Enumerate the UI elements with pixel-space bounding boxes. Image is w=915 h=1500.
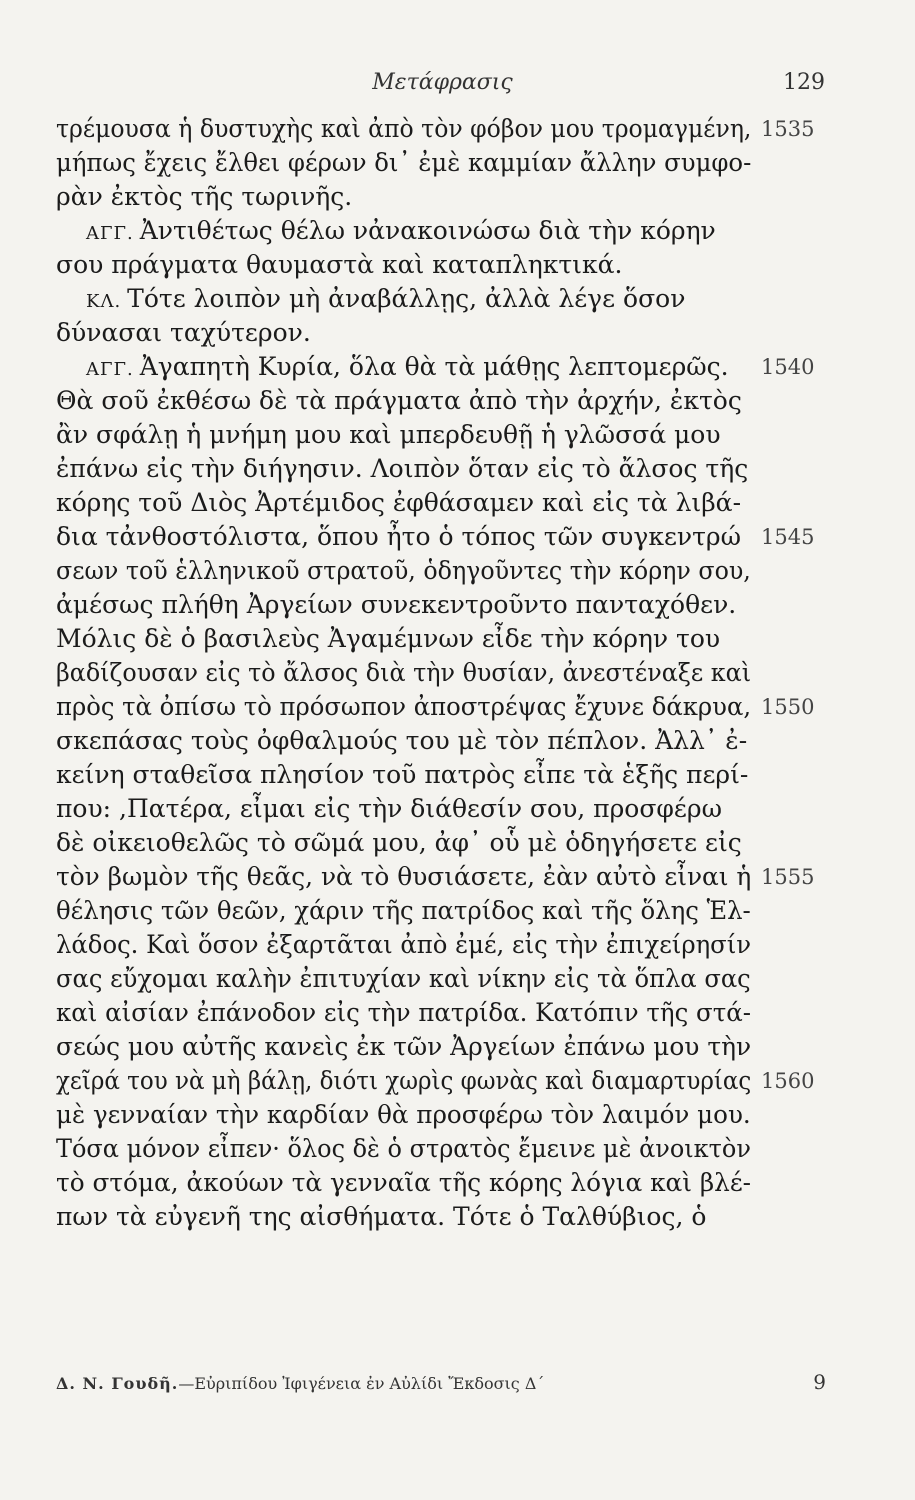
line-text: τρέμουσα ἡ δυστυχὴς καὶ ἀπὸ τὸν φόβον μου τρομαγμένη,	[56, 114, 752, 143]
speaker-label: ΑΓΓ.	[86, 359, 134, 380]
line-text: μήπως ἔχεις ἔλθει φέρων δι᾽ ἐμὲ καμμίαν ἄλλην συμφο-	[56, 148, 752, 177]
line-text: ἐπάνω εἰς τὴν διήγησιν. Λοιπὸν ὅταν εἰς τὸ ἄλσος τῆς	[56, 454, 749, 483]
line-text: δια τἀνθοστόλιστα, ὅπου ἦτο ὁ τόπος τῶν συγκεντρώ	[56, 522, 742, 551]
text-line	[56, 894, 756, 928]
text-line	[56, 724, 756, 758]
line-text: σας εὔχομαι καλὴν ἐπιτυχίαν καὶ νίκην εἰς τὰ ὅπλα σας	[56, 964, 751, 993]
text-line	[56, 1064, 815, 1098]
text-line	[56, 554, 756, 588]
verse-line-number: 1535	[761, 117, 815, 141]
line-text: Θὰ σοῦ ἐκθέσω δὲ τὰ πράγματα ἀπὸ τὴν ἀρχήν, ἐκτὸς	[56, 386, 742, 415]
text-line	[56, 1200, 756, 1234]
text-line	[56, 418, 756, 452]
text-line	[56, 146, 756, 180]
line-text: Τότε λοιπὸν μὴ ἀναβάλλῃς, ἀλλὰ λέγε ὅσον	[127, 284, 686, 313]
text-line	[56, 860, 815, 894]
verse-line-number: 1540	[761, 355, 815, 379]
text-line	[56, 1030, 756, 1064]
line-text: σεων τοῦ ἑλληνικοῦ στρατοῦ, ὁδηγοῦντες τὴν κόρην σου,	[56, 556, 751, 585]
text-line	[56, 282, 756, 316]
footer-author: Δ. Ν. Γουδῆ.	[56, 1374, 179, 1393]
body-text	[56, 112, 815, 1234]
line-text: τὸ στόμα, ἀκούων τὰ γενναῖα τῆς κόρης λόγια καὶ βλέ-	[56, 1168, 752, 1197]
text-line	[56, 316, 756, 350]
line-text: τὸν βωμὸν τῆς θεᾶς, νὰ τὸ θυσιάσετε, ἐὰν αὐτὸ εἶναι ἡ	[56, 862, 752, 891]
signature-number: 9	[813, 1370, 826, 1394]
page-footer	[56, 1370, 826, 1404]
text-line	[56, 1166, 756, 1200]
text-line	[56, 452, 756, 486]
running-title: Μετάφρασις	[372, 70, 513, 95]
footer-imprint: —Εὐριπίδου Ἰφιγένεια ἐν Αὐλίδι Ἔκδοσις Δ´	[178, 1374, 545, 1393]
text-line	[56, 486, 756, 520]
speaker-label: ΑΓΓ.	[86, 223, 134, 244]
text-line	[56, 214, 756, 248]
text-line	[56, 350, 815, 384]
verse-line-number: 1560	[761, 1069, 815, 1093]
line-text: μὲ γενναίαν τὴν καρδίαν θὰ προσφέρω τὸν λαιμόν μου.	[56, 1100, 751, 1129]
text-line	[56, 758, 756, 792]
text-line	[56, 996, 756, 1030]
line-text: πων τὰ εὐγενῆ της αἰσθήματα. Τότε ὁ Ταλθύβιος, ὁ	[56, 1202, 707, 1231]
line-text: Μόλις δὲ ὁ βασιλεὺς Ἀγαμέμνων εἶδε τὴν κόρην του	[56, 624, 721, 653]
line-text: κείνη σταθεῖσα πλησίον τοῦ πατρὸς εἶπε τὰ ἑξῆς περί-	[56, 760, 749, 789]
line-text: Ἀγαπητὴ Κυρία, ὅλα θὰ τὰ μάθῃς λεπτομερῶς.	[139, 352, 729, 381]
line-text: που: ,Πατέρα, εἶμαι εἰς τὴν διάθεσίν σου, προσφέρω	[56, 794, 722, 823]
text-line	[56, 180, 756, 214]
verse-line-number: 1555	[761, 865, 815, 889]
text-line	[56, 588, 756, 622]
text-line	[56, 384, 756, 418]
line-text: σου πράγματα θαυμαστὰ καὶ καταπληκτικά.	[56, 250, 623, 279]
speaker-label: ΚΛ.	[86, 291, 122, 312]
line-text: πρὸς τὰ ὀπίσω τὸ πρόσωπον ἀποστρέψας ἔχυνε δάκρυα,	[56, 692, 752, 721]
text-line	[56, 792, 756, 826]
text-line	[56, 622, 756, 656]
line-text: Τόσα μόνον εἶπεν· ὅλος δὲ ὁ στρατὸς ἔμεινε μὲ ἀνοικτὸν	[56, 1134, 751, 1163]
text-line	[56, 962, 756, 996]
text-line	[56, 928, 756, 962]
verse-line-number: 1545	[761, 525, 815, 549]
text-line	[56, 826, 756, 860]
text-line	[56, 1132, 756, 1166]
text-line	[56, 690, 815, 724]
line-text: βαδίζουσαν εἰς τὸ ἄλσος διὰ τὴν θυσίαν, ἀνεστέναξε καὶ	[56, 658, 752, 687]
line-text: χεῖρά του νὰ μὴ βάλῃ, διότι χωρὶς φωνὰς καὶ διαμαρτυρίας	[56, 1066, 752, 1095]
text-line	[56, 248, 756, 282]
line-text: σκεπάσας τοὺς ὀφθαλμούς του μὲ τὸν πέπλον. Ἀλλ᾽ ἐ-	[56, 726, 748, 755]
line-text: κόρης τοῦ Διὸς Ἀρτέμιδος ἐφθάσαμεν καὶ εἰς τὰ λιβά-	[56, 488, 742, 517]
line-text: ἂν σφάλῃ ἡ μνήμη μου καὶ μπερδευθῇ ἡ γλῶσσά μου	[56, 420, 721, 449]
line-text: σεώς μου αὐτῆς κανεὶς ἐκ τῶν Ἀργείων ἐπάνω μου τὴν	[56, 1032, 752, 1061]
text-line	[56, 1098, 756, 1132]
line-text: θέλησις τῶν θεῶν, χάριν τῆς πατρίδος καὶ τῆς ὅλης Ἑλ-	[56, 896, 751, 925]
verse-line-number: 1550	[761, 695, 815, 719]
line-text: ἀμέσως πλήθη Ἀργείων συνεκεντροῦντο πανταχόθεν.	[56, 590, 737, 619]
line-text: Ἀντιθέτως θέλω νἀνακοινώσω διὰ τὴν κόρην	[139, 216, 716, 245]
text-line	[56, 112, 815, 146]
text-line	[56, 656, 756, 690]
text-line	[56, 520, 815, 554]
line-text: καὶ αἰσίαν ἐπάνοδον εἰς τὴν πατρίδα. Κατόπιν τῆς στά-	[56, 998, 751, 1027]
line-text: ρὰν ἐκτὸς τῆς τωρινῆς.	[56, 182, 353, 211]
line-text: δὲ οἰκειοθελῶς τὸ σῶμά μου, ἀφ᾽ οὗ μὲ ὁδηγήσετε εἰς	[56, 828, 742, 857]
line-text: δύνασαι ταχύτερον.	[56, 318, 311, 347]
page-header	[60, 70, 825, 110]
line-text: λάδος. Καὶ ὅσον ἐξαρτᾶται ἀπὸ ἐμέ, εἰς τὴν ἐπιχείρησίν	[56, 930, 752, 959]
page-number: 129	[783, 70, 825, 95]
